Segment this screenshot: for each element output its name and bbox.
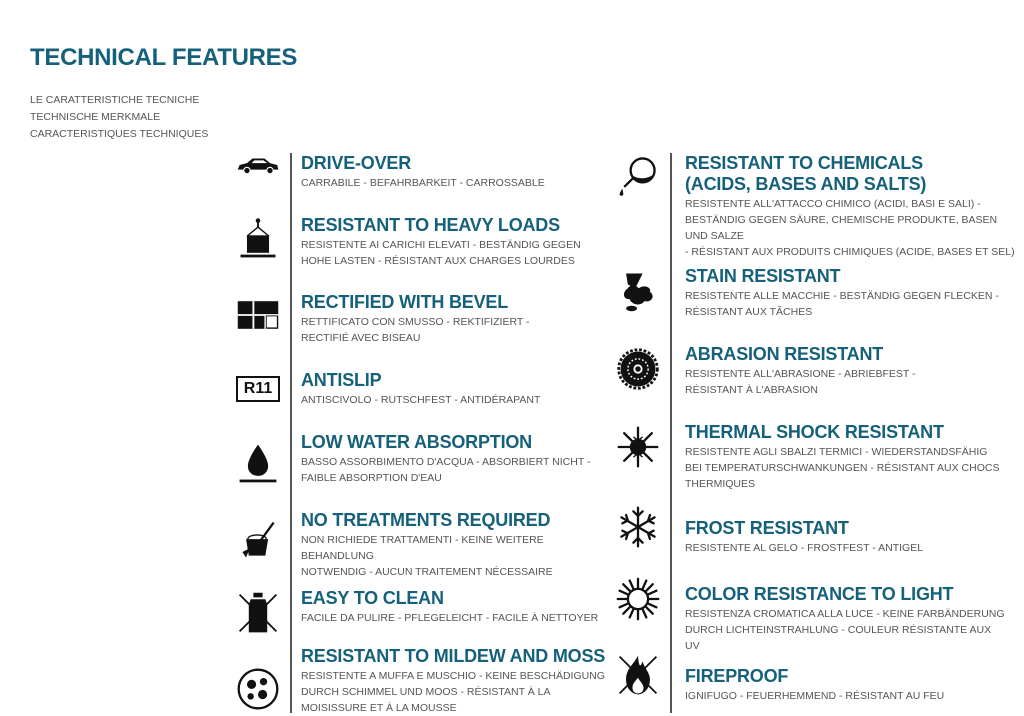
feature-desc: RESISTENTE ALL'ATTACCO CHIMICO (ACIDI, BASI E SALI) -: [685, 198, 981, 210]
feature-desc: RESISTENTE A MUFFA E MUSCHIO - KEINE BESCHÄDIGUNG: [301, 670, 605, 682]
chemical-icon: [613, 150, 663, 200]
subtitle-german: TECHNISCHE MERKMALE: [30, 111, 161, 123]
car-icon: [233, 140, 283, 190]
feature-desc: NON RICHIEDE TRATTAMENTI - KEINE WEITERE BEHANDLUNG: [301, 534, 544, 562]
snowflake-icon: [613, 502, 663, 552]
feature-title: COLOR RESISTANCE TO LIGHT: [685, 584, 954, 604]
feature-no-treatments: [301, 510, 601, 580]
feature-desc: FAIBLE ABSORPTION D'EAU: [301, 472, 442, 484]
feature-desc: BASSO ASSORBIMENTO D'ACQUA - ABSORBIERT NICHT -: [301, 456, 591, 468]
feature-desc: RESISTENTE ALLE MACCHIE - BESTÄNDIG GEGEN FLECKEN -: [685, 290, 999, 302]
feature-desc: RESISTENTE ALL'ABRASIONE - ABRIEBFEST -: [685, 368, 916, 380]
feature-title: RESISTANT TO MILDEW AND MOSS: [301, 646, 606, 666]
feature-desc: RESISTENTE AGLI SBALZI TERMICI - WIEDERSTANDSFÄHIG: [685, 446, 988, 458]
feature-desc: IGNIFUGO - FEUERHEMMEND - RÉSISTANT AU FEU: [685, 690, 945, 702]
right-column-divider: [670, 153, 672, 713]
feature-title: LOW WATER ABSORPTION: [301, 432, 532, 452]
feature-desc: RETTIFICATO CON SMUSSO - REKTIFIZIERT -: [301, 316, 530, 328]
water-drop-icon: [233, 438, 283, 488]
feature-desc: THERMIQUES: [685, 478, 756, 490]
fire-icon: [613, 650, 663, 700]
feature-desc: BESTÄNDIG GEGEN SÄURE, CHEMISCHE PRODUKTE, BASEN UND SALZE: [685, 214, 998, 242]
stain-icon: [613, 266, 663, 316]
feature-title: ANTISLIP: [301, 370, 382, 390]
feature-stain-resistant: [685, 266, 1005, 320]
tiles-icon: [233, 290, 283, 340]
feature-chemicals: [685, 153, 1015, 260]
feature-title: THERMAL SHOCK RESISTANT: [685, 422, 944, 442]
r11-icon: [233, 364, 283, 414]
feature-desc: FACILE DA PULIRE - PFLEGELEICHT - FACILE À NETTOYER: [301, 612, 599, 624]
feature-desc: DURCH SCHIMMEL UND MOOS - RÉSISTANT À LA: [301, 686, 551, 698]
mildew-icon: [233, 664, 283, 714]
feature-mildew-moss: [301, 646, 621, 716]
feature-desc: MOISISSURE ET À LA MOUSSE: [301, 702, 457, 714]
thermal-shock-icon: [613, 422, 663, 472]
feature-abrasion-resistant: [685, 344, 1005, 398]
mop-bucket-icon: [233, 515, 283, 565]
feature-title: NO TREATMENTS REQUIRED: [301, 510, 551, 530]
subtitle-group: [30, 92, 208, 143]
feature-frost-resistant: [685, 518, 1005, 556]
left-column-divider: [290, 153, 292, 713]
feature-title: DRIVE-OVER: [301, 153, 412, 173]
subtitle-french: CARACTERISTIQUES TECHNIQUES: [30, 128, 209, 140]
feature-title: FIREPROOF: [685, 666, 789, 686]
feature-title: RESISTANT TO HEAVY LOADS: [301, 215, 560, 235]
no-detergent-icon: [233, 588, 283, 638]
feature-desc: RESISTENTE AL GELO - FROSTFEST - ANTIGEL: [685, 542, 924, 554]
feature-title: RESISTANT TO CHEMICALS: [685, 153, 923, 173]
feature-fireproof: [685, 666, 1005, 704]
feature-low-water-absorption: [301, 432, 601, 486]
feature-desc: - RÉSISTANT AUX PRODUITS CHIMIQUES (ACIDE, BASES ET SEL): [685, 246, 1015, 258]
feature-heavy-loads: [301, 215, 601, 269]
feature-desc: RÉSISTANT À L'ABRASION: [685, 384, 818, 396]
feature-title: FROST RESISTANT: [685, 518, 849, 538]
feature-rectified: [301, 292, 601, 346]
feature-title: RECTIFIED WITH BEVEL: [301, 292, 508, 312]
feature-desc: RESISTENTE AI CARICHI ELEVATI - BESTÄNDIG GEGEN: [301, 239, 581, 251]
subtitle-italian: LE CARATTERISTICHE TECNICHE: [30, 94, 200, 106]
feature-desc: NOTWENDIG - AUCUN TRAITEMENT NÉCESSAIRE: [301, 566, 553, 578]
feature-color-light: [685, 584, 1005, 654]
r11-label: R11: [236, 376, 280, 402]
feature-desc: CARRABILE - BEFAHRBARKEIT - CARROSSABLE: [301, 177, 545, 189]
heavy-load-icon: [233, 214, 283, 264]
page-title: TECHNICAL FEATURES: [30, 44, 298, 71]
abrasion-icon: [613, 344, 663, 394]
feature-title: (ACIDS, BASES AND SALTS): [685, 174, 927, 194]
feature-thermal-shock: [685, 422, 1005, 492]
feature-easy-to-clean: [301, 588, 601, 626]
feature-title: EASY TO CLEAN: [301, 588, 444, 608]
feature-title: ABRASION RESISTANT: [685, 344, 884, 364]
feature-desc: ANTISCIVOLO - RUTSCHFEST - ANTIDÉRAPANT: [301, 394, 541, 406]
feature-title: STAIN RESISTANT: [685, 266, 841, 286]
feature-desc: RECTIFIÉ AVEC BISEAU: [301, 332, 421, 344]
feature-desc: DURCH LICHTEINSTRAHLUNG - COULEUR RÉSISTANTE AUX UV: [685, 624, 992, 652]
feature-desc: RESISTENZA CROMATICA ALLA LUCE - KEINE FARBÄNDERUNG: [685, 608, 1005, 620]
feature-desc: HOHE LASTEN - RÉSISTANT AUX CHARGES LOURDES: [301, 255, 575, 267]
feature-antislip: [301, 370, 601, 408]
sun-icon: [613, 574, 663, 624]
feature-desc: RÉSISTANT AUX TÂCHES: [685, 306, 813, 318]
feature-desc: BEI TEMPERATURSCHWANKUNGEN - RÉSISTANT AUX CHOCS: [685, 462, 1000, 474]
feature-drive-over: [301, 153, 601, 191]
